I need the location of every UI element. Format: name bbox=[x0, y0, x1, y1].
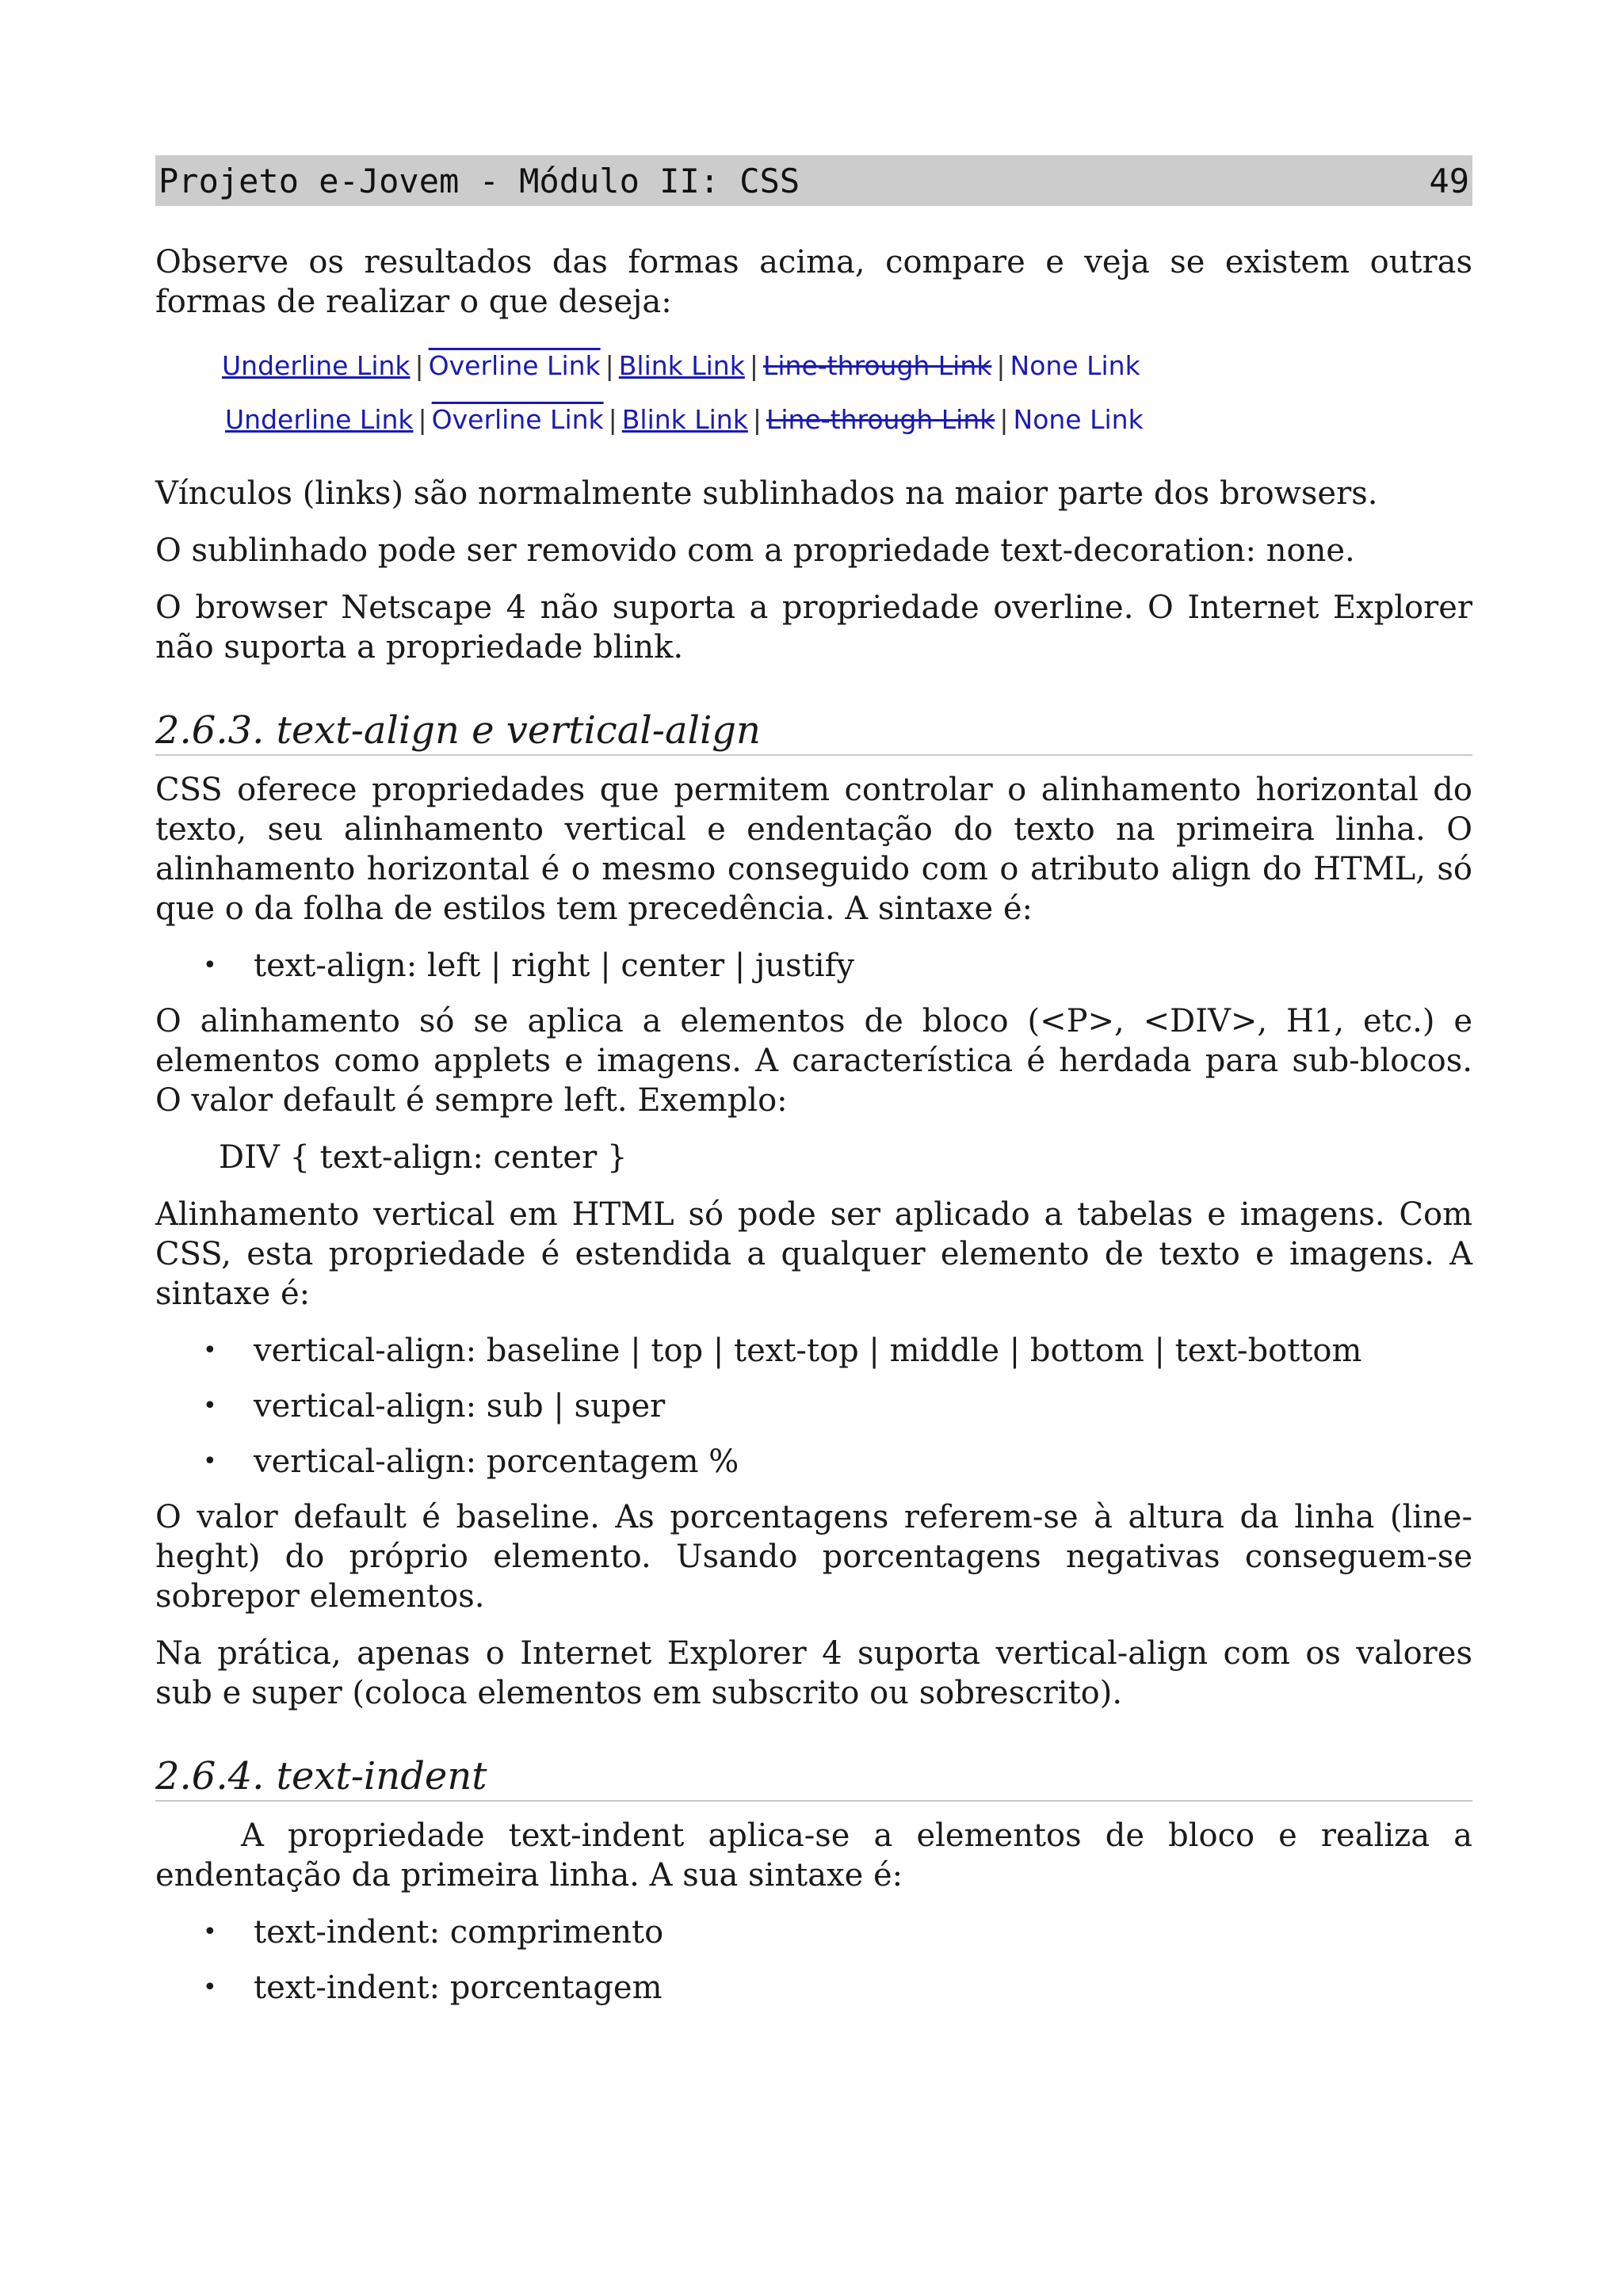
separator: | bbox=[608, 404, 617, 435]
overline-link[interactable]: Overline Link bbox=[428, 350, 601, 381]
separator: | bbox=[414, 350, 424, 381]
blink-link[interactable]: Blink Link bbox=[618, 350, 745, 381]
blink-link[interactable]: Blink Link bbox=[621, 404, 748, 435]
link-example-row bbox=[222, 339, 1472, 393]
header-title: Projeto e-Jovem - Módulo II: CSS bbox=[158, 161, 800, 200]
list-item: • vertical-align: sub | super bbox=[203, 1388, 666, 1425]
separator: | bbox=[605, 350, 614, 381]
list-item: • vertical-align: baseline | top | text-top | middle | bottom | text-bottom bbox=[203, 1333, 1362, 1369]
paragraph: O sublinhado pode ser removido com a propriedade text-decoration: none. bbox=[155, 532, 1355, 569]
bullet-icon: • bbox=[203, 1392, 217, 1420]
paragraph: O alinhamento só se aplica a elementos de bloco (<P>, <DIV>, H1, etc.) e elementos como applets e imagens. A característica é herdada para sub-blocos. O valor default é sempre left. Exemplo: bbox=[155, 1003, 1472, 1119]
underline-link[interactable]: Underline Link bbox=[225, 404, 414, 435]
link-example-row bbox=[225, 393, 1472, 447]
list-item: • vertical-align: porcentagem % bbox=[203, 1444, 739, 1480]
section-heading: 2.6.3. text-align e vertical-align bbox=[155, 708, 1472, 756]
paragraph: Na prática, apenas o Internet Explorer 4 suporta vertical-align com os valores sub e super (coloca elementos em subscrito ou sobrescrito). bbox=[155, 1635, 1472, 1711]
separator: | bbox=[999, 404, 1009, 435]
separator: | bbox=[996, 350, 1006, 381]
separator: | bbox=[749, 350, 758, 381]
bullet-icon: • bbox=[203, 1337, 217, 1364]
separator: | bbox=[752, 404, 762, 435]
page-content bbox=[155, 242, 1472, 2023]
intro-paragraph: Observe os resultados das formas acima, compare e veja se existem outras formas de realizar o que deseja: bbox=[155, 244, 1472, 320]
page-number: 49 bbox=[1429, 161, 1469, 200]
section-heading: 2.6.4. text-indent bbox=[155, 1754, 1472, 1802]
overline-link[interactable]: Overline Link bbox=[431, 404, 604, 435]
line-through-link[interactable]: Line-through Link bbox=[766, 404, 995, 435]
list-item: • text-indent: porcentagem bbox=[203, 1970, 663, 2006]
paragraph: Alinhamento vertical em HTML só pode ser aplicado a tabelas e imagens. Com CSS, esta propriedade é estendida a qualquer elemento de texto e imagens. A sintaxe é: bbox=[155, 1196, 1472, 1312]
paragraph: O valor default é baseline. As porcentagens referem-se à altura da linha (line-heght) do próprio elemento. Usando porcentagens negativas conseguem-se sobrepor elementos. bbox=[155, 1499, 1472, 1615]
bullet-icon: • bbox=[203, 1974, 217, 2001]
bullet-list bbox=[155, 1913, 1472, 2008]
list-item: • text-indent: comprimento bbox=[203, 1914, 664, 1951]
list-item: • text-align: left | right | center | justify bbox=[203, 948, 854, 984]
separator: | bbox=[418, 404, 427, 435]
paragraph: CSS oferece propriedades que permitem controlar o alinhamento horizontal do texto, seu alinhamento vertical e endentação do texto na primeira linha. O alinhamento horizontal é o mesmo conseguido com o atributo align do HTML, só que o da folha de estilos tem precedência. A sintaxe é: bbox=[155, 772, 1472, 927]
code-example: DIV { text-align: center } bbox=[219, 1139, 628, 1176]
bullet-icon: • bbox=[203, 952, 217, 979]
bullet-icon: • bbox=[203, 1918, 217, 1946]
bullet-list bbox=[155, 946, 1472, 986]
none-link[interactable]: None Link bbox=[1010, 350, 1140, 381]
underline-link[interactable]: Underline Link bbox=[222, 350, 411, 381]
line-through-link[interactable]: Line-through Link bbox=[762, 350, 992, 381]
paragraph: O browser Netscape 4 não suporta a propriedade overline. O Internet Explorer não suporta a propriedade blink. bbox=[155, 589, 1472, 666]
link-examples bbox=[222, 339, 1472, 447]
running-header bbox=[155, 155, 1472, 206]
bullet-icon: • bbox=[203, 1447, 217, 1475]
none-link[interactable]: None Link bbox=[1013, 404, 1144, 435]
bullet-list bbox=[155, 1331, 1472, 1482]
paragraph: Vínculos (links) são normalmente sublinhados na maior parte dos browsers. bbox=[155, 475, 1378, 512]
paragraph: A propriedade text-indent aplica-se a elementos de bloco e realiza a endentação da primeira linha. A sua sintaxe é: bbox=[155, 1817, 1472, 1894]
